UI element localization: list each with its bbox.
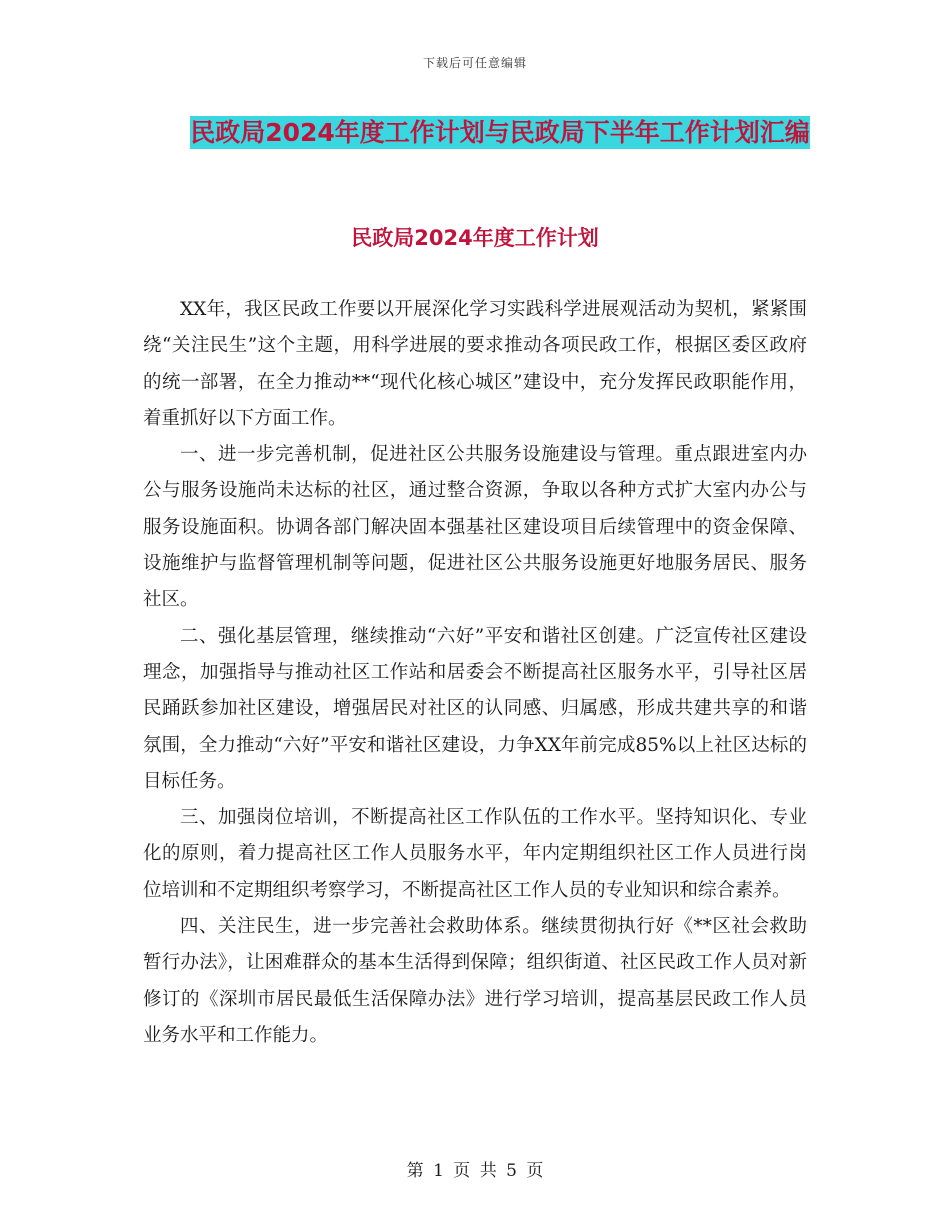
body-text (143, 292, 807, 1054)
paragraph-intro: XX年，我区民政工作要以开展深化学习实践科学进展观活动为契机，紧紧围绕“关注民生”这个主题，用科学进展的要求推动各项民政工作，根据区委区政府的统一部署，在全力推动**“现代化核心城区”建设中，充分发挥民政职能作用，着重抓好以下方面工作。 (143, 299, 807, 429)
header-note: 下载后可任意编辑 (422, 56, 527, 70)
paragraph-4: 四、关注民生，进一步完善社会救助体系。继续贯彻执行好《**区社会救助暂行办法》，让困难群众的基本生活得到保障；组织街道、社区民政工作人员对新修订的《深圳市居民最低生活保障办法》进行学习培训，提高基层民政工作人员业务水平和工作能力。 (143, 916, 807, 1046)
paragraph-3: 三、加强岗位培训，不断提高社区工作队伍的工作水平。坚持知识化、专业化的原则，着力提高社区工作人员服务水平，年内定期组织社区工作人员进行岗位培训和不定期组织考察学习，不断提高社区工作人员的专业知识和综合素养。 (143, 807, 807, 901)
main-title-text: 民政局2024年度工作计划与民政局下半年工作计划汇编 (190, 118, 810, 147)
section-title: 民政局2024年度工作计划 (351, 226, 599, 250)
paragraph-2: 二、强化基层管理，继续推动“六好”平安和谐社区创建。广泛宣传社区建设理念，加强指导与推动社区工作站和居委会不断提高社区服务水平，引导社区居民踊跃参加社区建设，增强居民对社区的认同感、归属感，形成共建共享的和谐氛围，全力推动“六好”平安和谐社区建设，力争XX年前完成85%以上社区达标的目标任务。 (143, 625, 807, 792)
paragraph-1: 一、进一步完善机制，促进社区公共服务设施建设与管理。重点跟进室内办公与服务设施尚未达标的社区，通过整合资源，争取以各种方式扩大室内办公与服务设施面积。协调各部门解决固本强基社区建设项目后续管理中的资金保障、设施维护与监督管理机制等问题，促进社区公共服务设施更好地服务居民、服务社区。 (143, 444, 807, 611)
page-number-footer: 第 1 页 共 5 页 (406, 1161, 544, 1181)
main-title (188, 112, 812, 154)
